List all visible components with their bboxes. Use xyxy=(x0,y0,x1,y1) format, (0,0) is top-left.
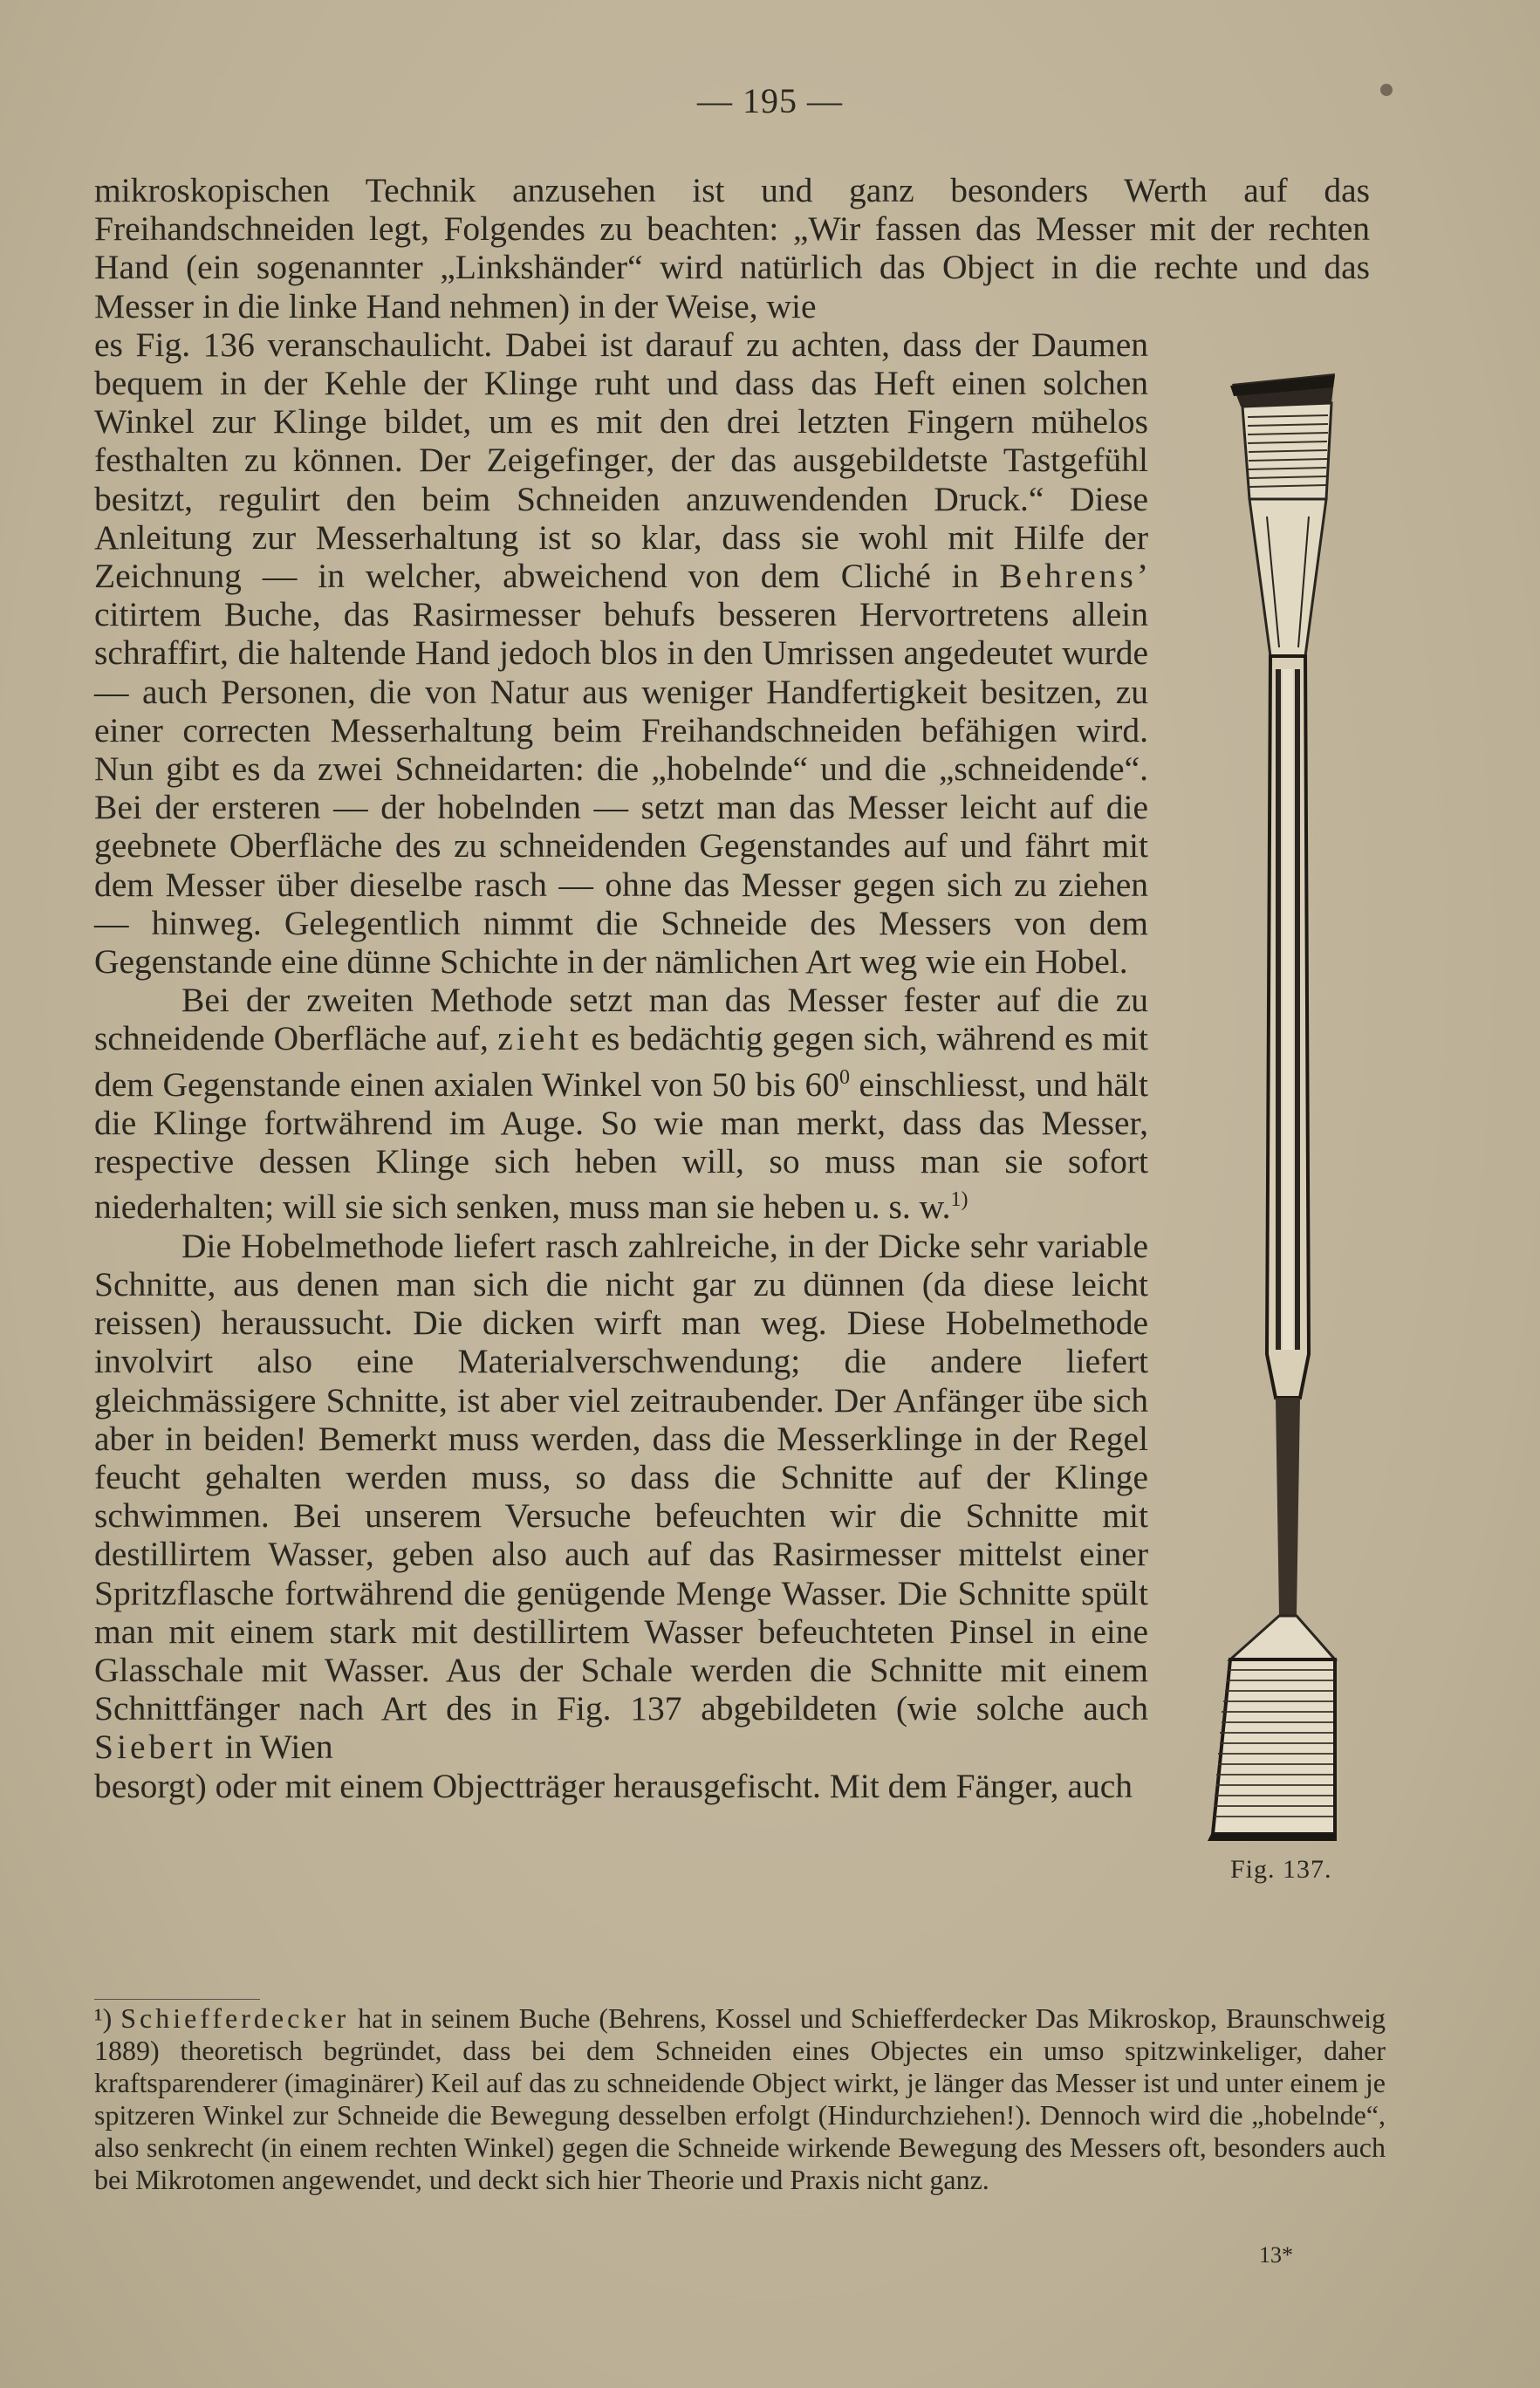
footnote-author: Schiefferdecker xyxy=(120,2002,350,2034)
degree-sign: 0 xyxy=(839,1065,850,1089)
lifter-bottom-blade xyxy=(1213,1659,1335,1834)
emphasis-zieht: zieht xyxy=(497,1019,583,1058)
footnote xyxy=(94,2002,1386,2196)
paragraph-intro: mikroskopischen Technik anzusehen ist und ganz besonders Werth auf das Freihandschneiden legt, Folgendes zu beachten: „Wir fassen das Messer mit der rechten Hand (ein sogenannter „Linkshänder“ wird natürlich das Object in die rechte und das Messer in die linke Hand nehmen) in der Weise, wie xyxy=(94,171,1370,325)
paragraph-last-line: besorgt) oder mit einem Objectträger herausgefischt. Mit dem Fänger, auch xyxy=(94,1766,1133,1805)
page-number: — 195 — xyxy=(697,81,843,120)
name-behrens: Behrens xyxy=(999,557,1137,596)
footnote-divider xyxy=(94,1999,260,2000)
footnote-reference: 1) xyxy=(950,1188,968,1212)
footnote-body: hat in seinem Buche (Behrens, Kossel und Schiefferdecker Das Mikroskop, Braunschweig 1889) theoretisch begründet, dass bei dem Schneiden eines Objectes ein umso spitzwinkeliger, daher kraftsparenderer (imaginärer) Keil auf das zu schneidende Object wirkt, je länger das Messer ist und unter einem je spitzeren Winkel zur Schneide die Bewegung desselben erfolgt (Hindurchziehen!). Dennoch wird die „hobelnde“, also senkrecht (in einem rechten Winkel) gegen die Schneide wirkende Bewegung des Messers oft, besonders auch bei Mikrotomen angewendet, und deckt sich hier Theorie und Praxis nicht ganz. xyxy=(94,2002,1386,2195)
section-lifter-illustration xyxy=(1195,368,1370,1869)
printer-signature: 13* xyxy=(1259,2242,1293,2268)
figure-caption: Fig. 137. xyxy=(1230,1855,1332,1884)
name-siebert: Siebert xyxy=(94,1728,216,1767)
main-text xyxy=(94,171,1370,1805)
footnote-mark: ¹) xyxy=(94,2002,113,2034)
paragraph-planing-method: Die Hobelmethode liefert rasch zahlreiche, in der Dicke sehr variable Schnitte, aus denen man sich die nicht gar zu dünnen (da diese leicht reissen) heraussucht. Die dicken wirft man weg. Diese Hobelmethode involvirt also eine Materialverschwendung; die andere liefert gleichmässigere Schnitte, ist aber viel zeitraubender. Der Anfänger übe sich aber in beiden! Bemerkt muss werden, dass die Messerklinge in der Regel feucht gehalten werden muss, so dass die Schnitte auf der Klinge schwimmen. Bei unserem Versuche befeuchten wir die Schnitte mit destillirtem Wasser, geben also auch auf das Rasirmesser mittelst einer Spritzflasche fortwährend die genügende Menge Wasser. Die Schnitte spült man mit einem stark mit destillirtem Wasser befeuchteten Pinsel in eine Glasschale mit Wasser. Aus der Schale werden die Schnitte mit einem Schnittfänger nach Art des in Fig. 137 abgebildeten (wie solche auch Siebert in Wien xyxy=(94,1226,1148,1767)
ink-spot xyxy=(1380,84,1393,96)
paragraph-knife-holding: es Fig. 136 veranschaulicht. Dabei ist darauf zu achten, dass der Daumen bequem in der Kehle der Klinge ruht und dass das Heft einen solchen Winkel zur Klinge bildet, um es mit den drei letzten Fingern mühelos festhalten zu können. Der Zeigefinger, der das ausgebildetste Tastgefühl besitzt, regulirt den beim Schneiden anzuwendenden Druck.“ Diese Anleitung zur Messerhaltung ist so klar, dass sie wohl mit Hilfe der Zeichnung — in welcher, abweichend von dem Cliché in Behrens’ citirtem Buche, das Rasirmesser behufs besseren Hervortretens allein schraffirt, die haltende Hand jedoch blos in den Umrissen angedeutet wurde — auch Personen, die von Natur aus weniger Handfertigkeit besitzen, zu einer correcten Messerhaltung beim Freihandschneiden befähigen wird. Nun gibt es da zwei Schneidarten: die „hobelnde“ und die „schneidende“. Bei der ersteren — der hobelnden — setzt man das Messer leicht auf die geebnete Oberfläche des zu schneidenden Gegenstandes auf und fährt mit dem Messer über dieselbe rasch — ohne das Messer gegen sich zu ziehen — hinweg. Gelegentlich nimmt die Schneide des Messers von dem Gegenstande eine dünne Schichte in der nämlichen Art weg wie ein Hobel. xyxy=(94,325,1148,982)
paragraph-second-method: Bei der zweiten Methode setzt man das Messer fester auf die zu schneidende Oberfläche auf, zieht es bedächtig gegen sich, während es mit dem Gegenstande einen axialen Winkel von 50 bis $60^0$ einschliesst, und hält die Klinge fortwährend im Auge. So wie man merkt, dass das Messer, respective dessen Klinge sich heben will, so muss man sie sofort niederhalten; will sie sich senken, muss man sie heben u. s. w.$^{1)}$ xyxy=(94,981,1148,1227)
